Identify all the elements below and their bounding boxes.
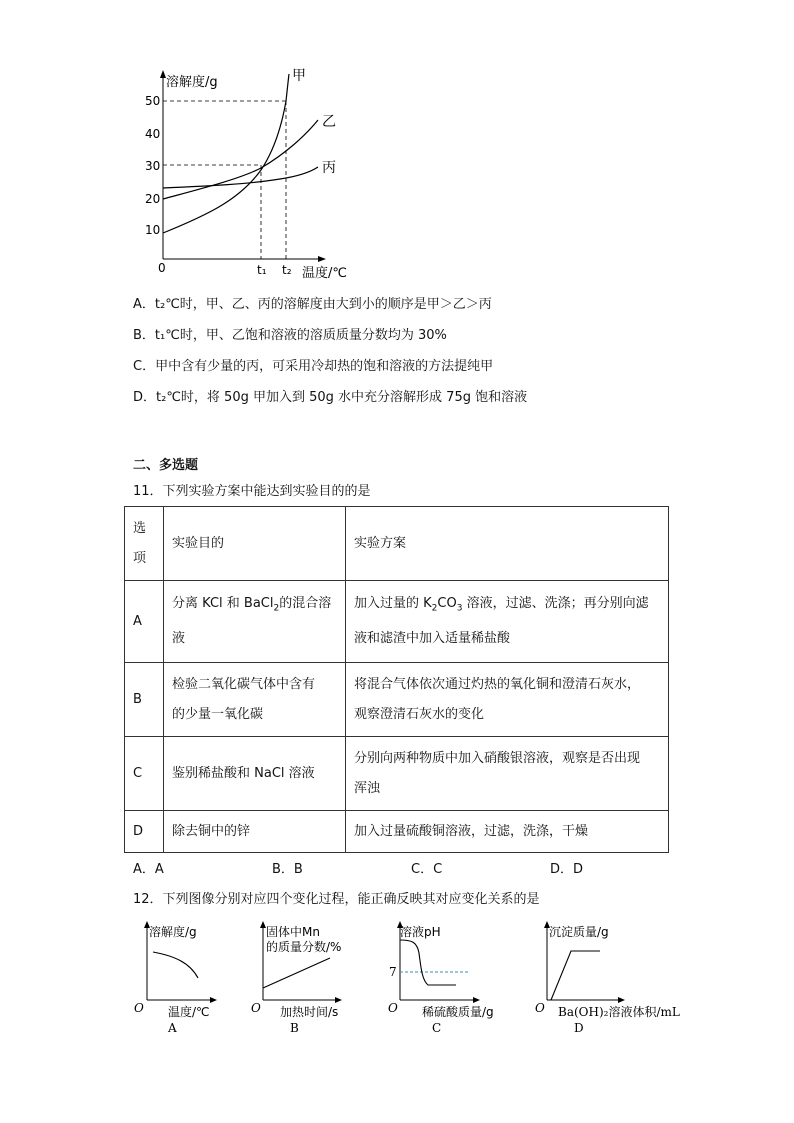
graph-c-ylabel: 溶液pH [400, 925, 441, 939]
q12-stem: 12．下列图像分别对应四个变化过程，能正确反映其对应变化关系的是 [133, 892, 540, 907]
table-row-b [125, 663, 669, 737]
row-c-goal: 鉴别稀盐酸和 NaCl 溶液 [164, 737, 346, 811]
table-row-c [125, 737, 669, 811]
graph-a-tag: A [168, 1021, 177, 1035]
ytick-40: 40 [145, 127, 161, 141]
table-row-d [125, 811, 669, 853]
xtick-t1: t₁ [257, 263, 267, 277]
x-axis-label: 温度/℃ [302, 266, 347, 281]
row-b-plan: 将混合气体依次通过灼热的氧化铜和澄清石灰水， 观察澄清石灰水的变化 [346, 663, 669, 737]
ytick-20: 20 [145, 192, 161, 206]
row-b-goal: 检验二氧化碳气体中含有 的少量一氧化碳 [164, 663, 346, 737]
graph-b-xlabel: 加热时间/s [280, 1005, 339, 1019]
graph-c-seven: 7 [389, 965, 397, 979]
ytick-30: 30 [145, 159, 161, 173]
q10-option-d: D．t₂℃时，将 50g 甲加入到 50g 水中充分溶解形成 75g 饱和溶液 [133, 390, 528, 405]
graph-a-xlabel: 温度/℃ [168, 1005, 210, 1019]
origin-label: 0 [158, 261, 166, 275]
curve-bing [163, 167, 318, 188]
xtick-t2: t₂ [282, 263, 292, 277]
row-b-option: B [125, 663, 164, 737]
graph-b-line [263, 958, 330, 988]
graph-c-origin: O [388, 1001, 398, 1015]
q11-answer-c: C．C [411, 862, 443, 877]
row-a-goal: 分离 KCl 和 BaCl$_2$的混合溶 液 [164, 581, 346, 663]
graph-b-tag: B [290, 1021, 299, 1035]
q11-answer-d: D．D [550, 862, 584, 877]
graph-d-ylabel: 沉淀质量/g [549, 925, 609, 939]
graph-a-curve [153, 952, 198, 978]
row-c-option: C [125, 737, 164, 811]
table-header-row [125, 507, 669, 581]
header-plan: 实验方案 [346, 507, 669, 581]
q12-graphs [130, 918, 700, 1043]
x-axis-arrow [318, 256, 326, 262]
row-a-option: A [125, 581, 164, 663]
graph-c-tag: C [432, 1021, 442, 1035]
q11-stem: 11．下列实验方案中能达到实验目的的是 [133, 484, 371, 499]
q10-option-c: C．甲中含有少量的丙，可采用冷却热的饱和溶液的方法提纯甲 [133, 359, 494, 374]
solubility-chart [130, 64, 360, 284]
section-title: 二、多选题 [133, 458, 199, 473]
row-c-plan: 分别向两种物质中加入硝酸银溶液，观察是否出现 浑浊 [346, 737, 669, 811]
graph-c-curve [400, 940, 456, 985]
graph-a [134, 921, 217, 1035]
graph-d-origin: O [535, 1001, 545, 1015]
row-d-goal: 除去铜中的锌 [164, 811, 346, 853]
q11-table [124, 506, 669, 853]
y-axis-label: 溶解度/g [166, 75, 218, 90]
curve-label-yi: 乙 [322, 114, 336, 130]
graph-c-xlabel: 稀硫酸质量/g [422, 1005, 494, 1019]
q11-answer-a: A．A [133, 862, 164, 877]
graph-b [251, 921, 342, 1035]
graph-d-xlabel: Ba(OH)₂溶液体积/mL [558, 1005, 680, 1019]
graph-b-ylabel2: 的质量分数/% [266, 940, 342, 954]
ytick-50: 50 [145, 94, 161, 108]
row-a-plan: 加入过量的 $K_2CO_3$ 溶液，过滤、洗涤；再分别向滤 液和滤渣中加入适量稀盐酸 [346, 581, 669, 663]
row-d-option: D [125, 811, 164, 853]
q10-option-a: A．t₂℃时，甲、乙、丙的溶解度由大到小的顺序是甲＞乙＞丙 [133, 297, 492, 312]
q11-answer-b: B．B [272, 862, 303, 877]
graph-a-origin: O [134, 1001, 144, 1015]
graph-d-line [551, 951, 600, 1000]
header-option [125, 507, 164, 581]
row-d-plan: 加入过量硫酸铜溶液，过滤，洗涤，干燥 [346, 811, 669, 853]
table-row-a [125, 581, 669, 663]
graph-d [535, 921, 680, 1035]
header-goal: 实验目的 [164, 507, 346, 581]
graph-a-ylabel: 溶解度/g [149, 925, 197, 939]
header-option-text: 选项 [133, 520, 147, 566]
curve-label-jia: 甲 [292, 68, 306, 84]
graph-b-origin: O [251, 1001, 261, 1015]
graph-c [388, 921, 494, 1035]
graph-b-ylabel: 固体中Mn [266, 925, 320, 939]
ytick-10: 10 [145, 223, 161, 237]
curve-label-bing: 丙 [322, 160, 336, 176]
q10-option-b: B．t₁℃时，甲、乙饱和溶液的溶质质量分数均为 30% [133, 328, 447, 343]
graph-d-tag: D [574, 1021, 584, 1035]
curve-jia [163, 74, 289, 233]
